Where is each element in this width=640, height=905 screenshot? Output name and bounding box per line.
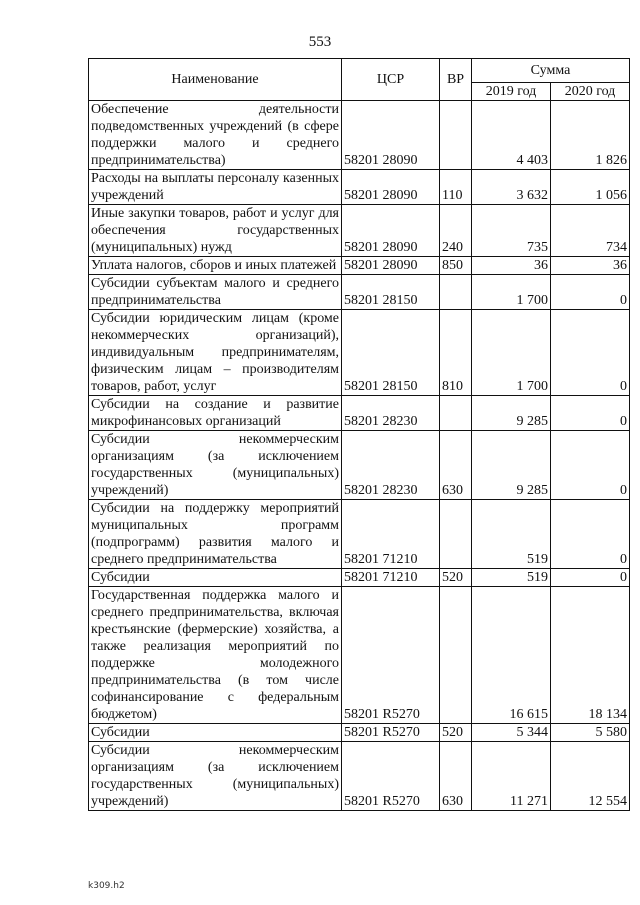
row-amount-2019: 9 285 [472,396,551,431]
table-row [89,587,630,724]
page-number: 553 [308,34,332,50]
table-row [89,431,630,500]
row-name: Субсидии юридическим лицам (кроме некоммерческих организаций), индивидуальным предпринимателям, физическим лицам – производителям товаров, работ, услуг [89,310,342,396]
row-amount-2019: 3 632 [472,170,551,205]
table-header [89,59,630,101]
row-name: Иные закупки товаров, работ и услуг для обеспечения государственных (муниципальных) нужд [89,205,342,257]
row-amount-2020: 18 134 [551,587,630,724]
row-name: Уплата налогов, сборов и иных платежей [89,257,342,275]
table-row [89,257,630,275]
header-sum: Сумма [472,59,630,83]
row-amount-2019: 519 [472,500,551,569]
row-amount-2019: 36 [472,257,551,275]
row-amount-2020: 734 [551,205,630,257]
table-row [89,742,630,811]
row-csr: 58201 28150 [342,310,440,396]
row-name: Государственная поддержка малого и среднего предпринимательства, включая крестьянские (фермерские) хозяйства, а также реализация мероприятий по поддержке молодежного предпринимательства (в том числе софинансирование с федеральным бюджетом) [89,587,342,724]
row-amount-2020: 0 [551,431,630,500]
row-csr: 58201 28090 [342,257,440,275]
row-vr: 630 [440,431,472,500]
row-amount-2019: 735 [472,205,551,257]
row-vr: 810 [440,310,472,396]
row-amount-2020: 1 056 [551,170,630,205]
row-name: Обеспечение деятельности подведомственных учреждений (в сфере поддержки малого и среднего предпринимательства) [89,101,342,170]
row-csr: 58201 71210 [342,569,440,587]
row-vr [440,500,472,569]
row-name: Субсидии на поддержку мероприятий муниципальных программ (подпрограмм) развития малого и среднего предпринимательства [89,500,342,569]
header-year-2020: 2020 год [551,83,630,101]
row-amount-2019: 4 403 [472,101,551,170]
row-csr: 58201 R5270 [342,724,440,742]
header-vr: ВР [440,59,472,101]
row-csr: 58201 28090 [342,205,440,257]
row-vr: 520 [440,569,472,587]
table-body [89,101,630,811]
footer-code: k309.h2 [88,881,125,891]
row-amount-2020: 36 [551,257,630,275]
row-amount-2019: 9 285 [472,431,551,500]
header-csr: ЦСР [342,59,440,101]
row-vr [440,275,472,310]
row-amount-2019: 5 344 [472,724,551,742]
row-vr: 520 [440,724,472,742]
table-row [89,569,630,587]
row-amount-2020: 0 [551,310,630,396]
row-amount-2019: 1 700 [472,275,551,310]
budget-table [88,58,630,811]
row-amount-2020: 0 [551,500,630,569]
table-row [89,396,630,431]
row-amount-2019: 1 700 [472,310,551,396]
table-row [89,170,630,205]
row-csr: 58201 28230 [342,396,440,431]
row-amount-2020: 1 826 [551,101,630,170]
row-csr: 58201 R5270 [342,742,440,811]
row-amount-2019: 16 615 [472,587,551,724]
row-vr: 630 [440,742,472,811]
header-year-2019: 2019 год [472,83,551,101]
row-csr: 58201 28150 [342,275,440,310]
row-csr: 58201 28230 [342,431,440,500]
row-vr [440,101,472,170]
row-vr [440,396,472,431]
row-amount-2020: 5 580 [551,724,630,742]
row-amount-2019: 11 271 [472,742,551,811]
table-row [89,205,630,257]
table-row [89,500,630,569]
row-csr: 58201 28090 [342,101,440,170]
row-name: Субсидии субъектам малого и среднего предпринимательства [89,275,342,310]
row-amount-2020: 0 [551,275,630,310]
table-row [89,724,630,742]
row-name: Субсидии [89,569,342,587]
row-name: Субсидии [89,724,342,742]
row-name: Субсидии на создание и развитие микрофинансовых организаций [89,396,342,431]
header-name: Наименование [89,59,342,101]
row-name: Субсидии некоммерческим организациям (за исключением государственных (муниципальных) учреждений) [89,742,342,811]
row-amount-2020: 12 554 [551,742,630,811]
row-amount-2020: 0 [551,396,630,431]
table-row [89,310,630,396]
row-amount-2019: 519 [472,569,551,587]
row-vr [440,587,472,724]
table-row [89,101,630,170]
table-row [89,275,630,310]
row-csr: 58201 R5270 [342,587,440,724]
row-vr: 110 [440,170,472,205]
row-csr: 58201 28090 [342,170,440,205]
row-vr: 240 [440,205,472,257]
row-vr: 850 [440,257,472,275]
row-amount-2020: 0 [551,569,630,587]
row-csr: 58201 71210 [342,500,440,569]
row-name: Расходы на выплаты персоналу казенных учреждений [89,170,342,205]
row-name: Субсидии некоммерческим организациям (за исключением государственных (муниципальных) учреждений) [89,431,342,500]
